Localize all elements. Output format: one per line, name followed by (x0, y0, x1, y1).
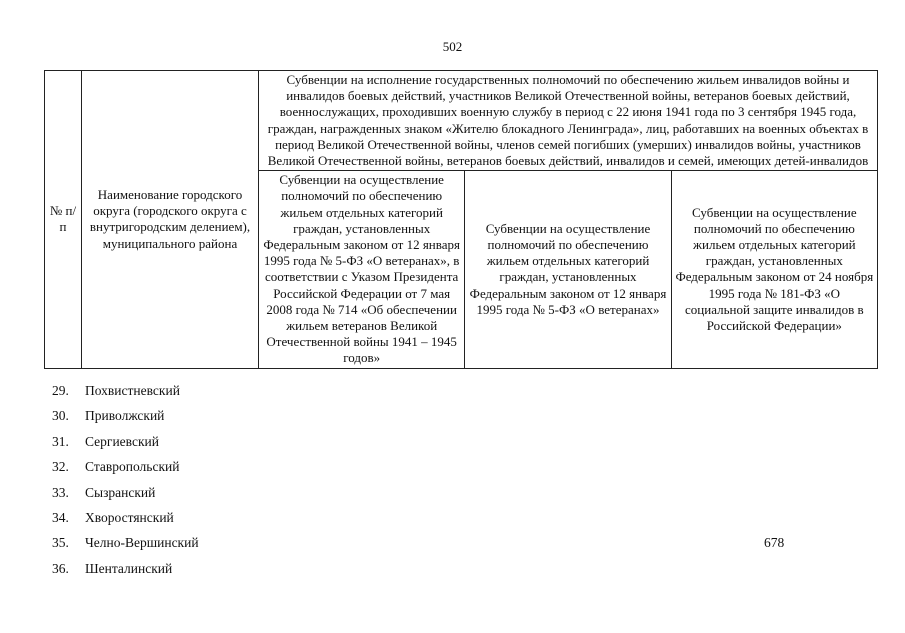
row-value: 678 (764, 535, 785, 551)
row-number: 31. (52, 433, 69, 449)
row-number: 35. (52, 535, 69, 551)
row-number: 29. (52, 383, 69, 398)
row-number: 32. (52, 459, 69, 475)
row-number: 34. (52, 509, 69, 525)
municipality-name: Похвистневский (85, 383, 180, 398)
column-header-number: № п/п (45, 71, 82, 369)
row-number: 33. (52, 484, 69, 500)
column-header-subsidy-disabled-law: Субвенции на осуществление полномочий по обеспечению жильем отдельных категорий граждан, установленных Федеральным законом от 24 ноября 1995 года № 181-ФЗ «О социальной защите инвалидов в Российской Федерации» (671, 171, 877, 368)
municipality-name: Челно-Вершинский (85, 535, 199, 551)
column-header-subsidy-veterans-law: Субвенции на осуществление полномочий по обеспечению жильем отдельных категорий граждан, установленных Федеральным законом от 12 января 1995 года № 5-ФЗ «О ветеранах» (465, 171, 671, 368)
column-header-municipality: Наименование городского округа (городского округа с внутригородским делением), муниципального района (82, 71, 259, 369)
municipality-name: Приволжский (85, 408, 165, 424)
municipality-name: Хворостянский (85, 509, 174, 525)
page-number: 502 (442, 39, 463, 54)
column-header-subsidy-decree-714: Субвенции на осуществление полномочий по обеспечению жильем отдельных категорий граждан, установленных Федеральным законом от 12 января 1995 года № 5-ФЗ «О ветеранах», в соответствии с Указом Президента Российской Федерации от 7 мая 2008 года № 714 «Об обеспечении жильем ветеранов Великой Отечественной войны 1941 – 1945 годов» (259, 171, 465, 368)
municipality-name: Ставропольский (85, 459, 180, 475)
row-number: 36. (52, 560, 69, 576)
municipality-name: Сергиевский (85, 433, 159, 449)
row-number: 30. (52, 408, 69, 424)
column-group-header-subsidies: Субвенции на исполнение государственных полномочий по обеспечению жильем инвалидов войны и инвалидов боевых действий, участников Великой Отечественной войны, ветеранов боевых действий, военнослужащих, проходивших военную службу в период с 22 июня 1941 года по 3 сентября 1945 года, граждан, награжденных знаком «Жителю блокадного Ленинграда», лиц, работавших на военных объектах в период Великой Отечественной войны, членов семей погибших (умерших) инвалидов войны, участников Великой Отечественной войны, ветеранов боевых действий, инвалидов и семей, имеющих детей-инвалидов (259, 71, 878, 171)
municipality-name: Сызранский (85, 484, 156, 500)
subsidy-table-header (44, 70, 878, 369)
municipality-name: Шенталинский (85, 560, 173, 576)
